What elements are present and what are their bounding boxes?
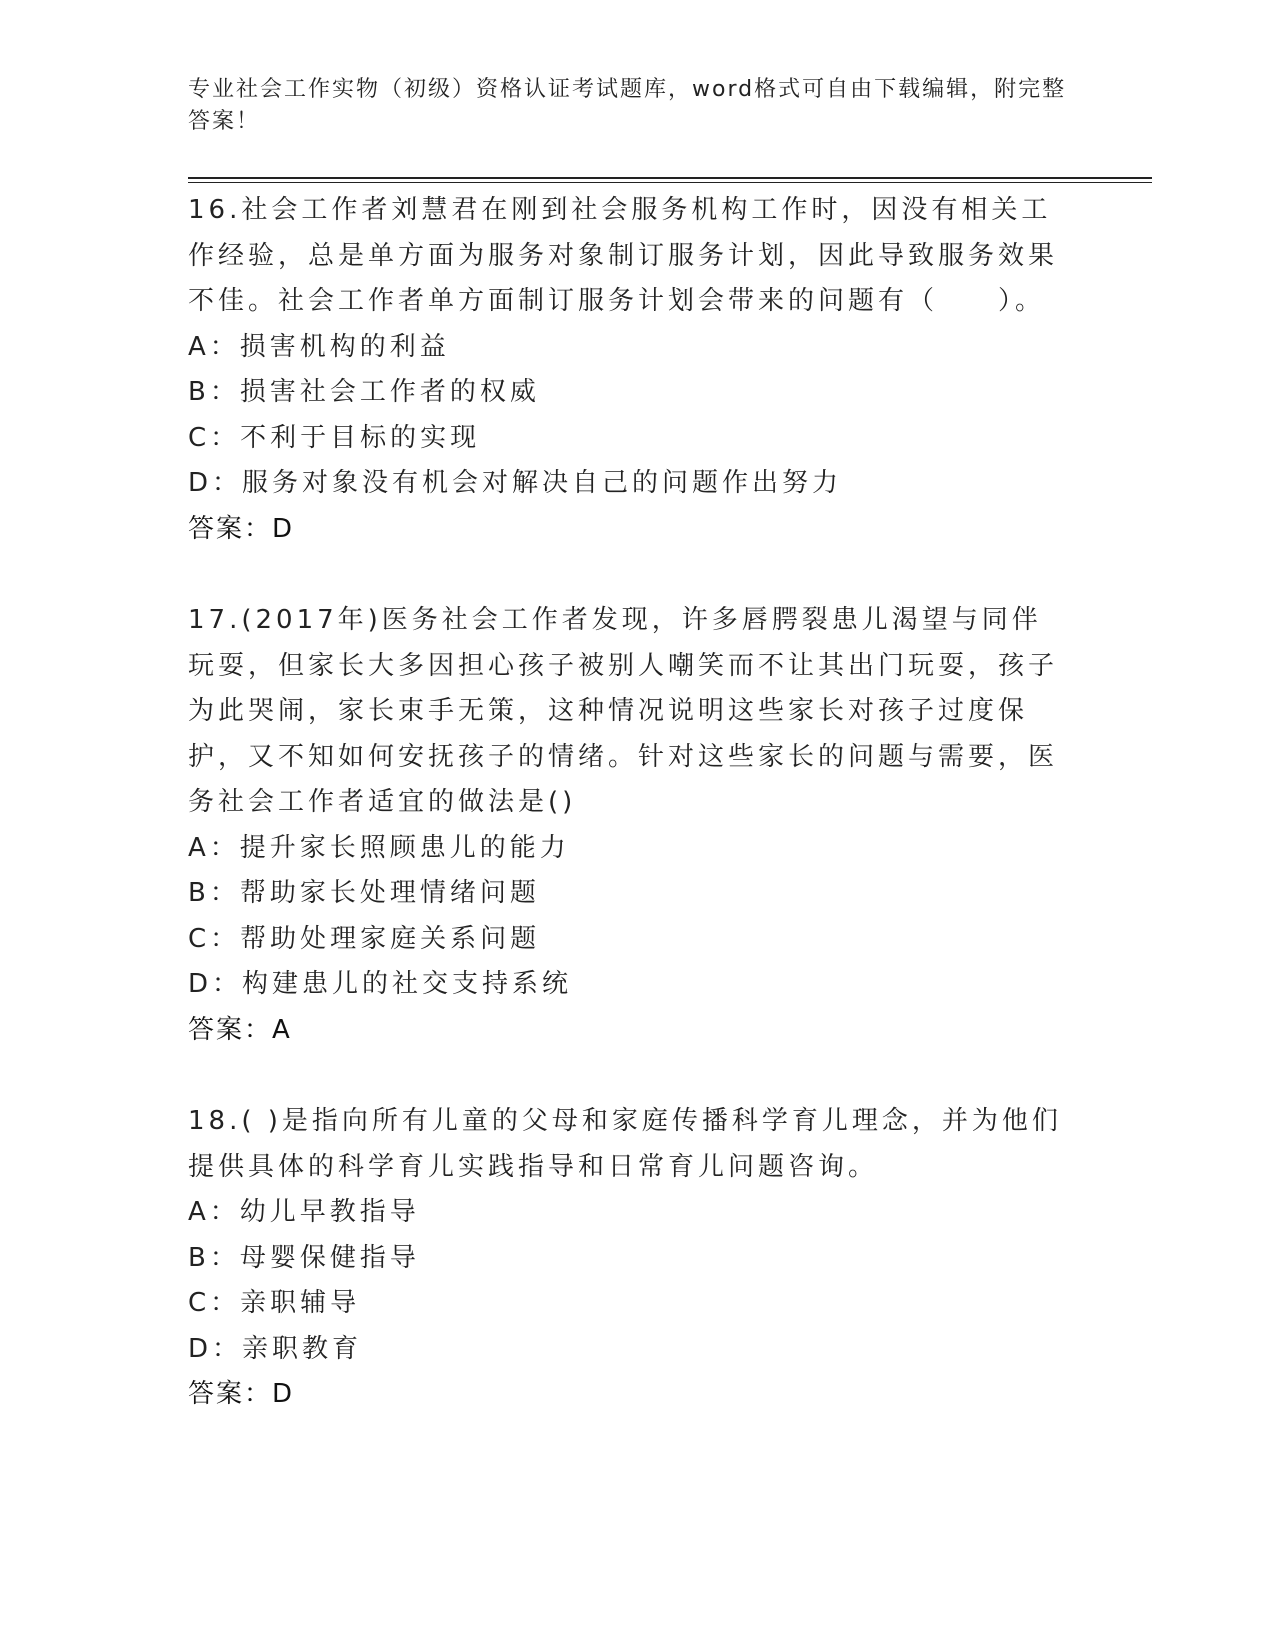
question-stem: 18.( )是指向所有儿童的父母和家庭传播科学育儿理念，并为他们提供具体的科学育儿实践指导和日常育儿问题咨询。: [188, 1106, 1062, 1182]
question-block: [188, 188, 1068, 552]
option-d: D：构建患儿的社交支持系统: [188, 969, 573, 999]
option-b: B：损害社会工作者的权威: [188, 377, 540, 407]
answer-line: 答案：D: [188, 513, 295, 544]
option-a: A：幼儿早教指导: [188, 1197, 420, 1227]
header-divider: [188, 177, 1152, 179]
question-block: [188, 1099, 1068, 1418]
answer-line: 答案：A: [188, 1014, 292, 1045]
option-c: C：亲职辅导: [188, 1288, 361, 1318]
option-b: B：母婴保健指导: [188, 1242, 420, 1273]
option-b: B：帮助家长处理情绪问题: [188, 878, 540, 908]
option-a: A：损害机构的利益: [188, 331, 450, 362]
option-d: D：亲职教育: [188, 1333, 363, 1364]
answer-line: 答案：D: [188, 1379, 295, 1409]
header-divider-thin: [188, 182, 1152, 183]
question-block: [188, 598, 1068, 1053]
question-stem: 17.(2017年)医务社会工作者发现，许多唇腭裂患儿渴望与同伴玩耍，但家长大多因担心孩子被别人嘲笑而不让其出门玩耍，孩子为此哭闹，家长束手无策，这种情况说明这些家长对孩子过度保护，又不知如何安抚孩子的情绪。针对这些家长的问题与需要，医务社会工作者适宜的做法是(): [188, 605, 1059, 817]
option-c: C：帮助处理家庭关系问题: [188, 923, 541, 954]
option-d: D：服务对象没有机会对解决自己的问题作出努力: [188, 468, 843, 498]
option-a: A：提升家长照顾患儿的能力: [188, 832, 570, 863]
document-header: 专业社会工作实物（初级）资格认证考试题库，word格式可自由下载编辑，附完整答案！: [188, 77, 1067, 134]
question-stem: 16.社会工作者刘慧君在刚到社会服务机构工作时，因没有相关工作经验，总是单方面为服务对象制订服务计划，因此导致服务效果不佳。社会工作者单方面制订服务计划会带来的问题有（ ）。: [188, 195, 1059, 316]
option-c: C：不利于目标的实现: [188, 422, 481, 453]
